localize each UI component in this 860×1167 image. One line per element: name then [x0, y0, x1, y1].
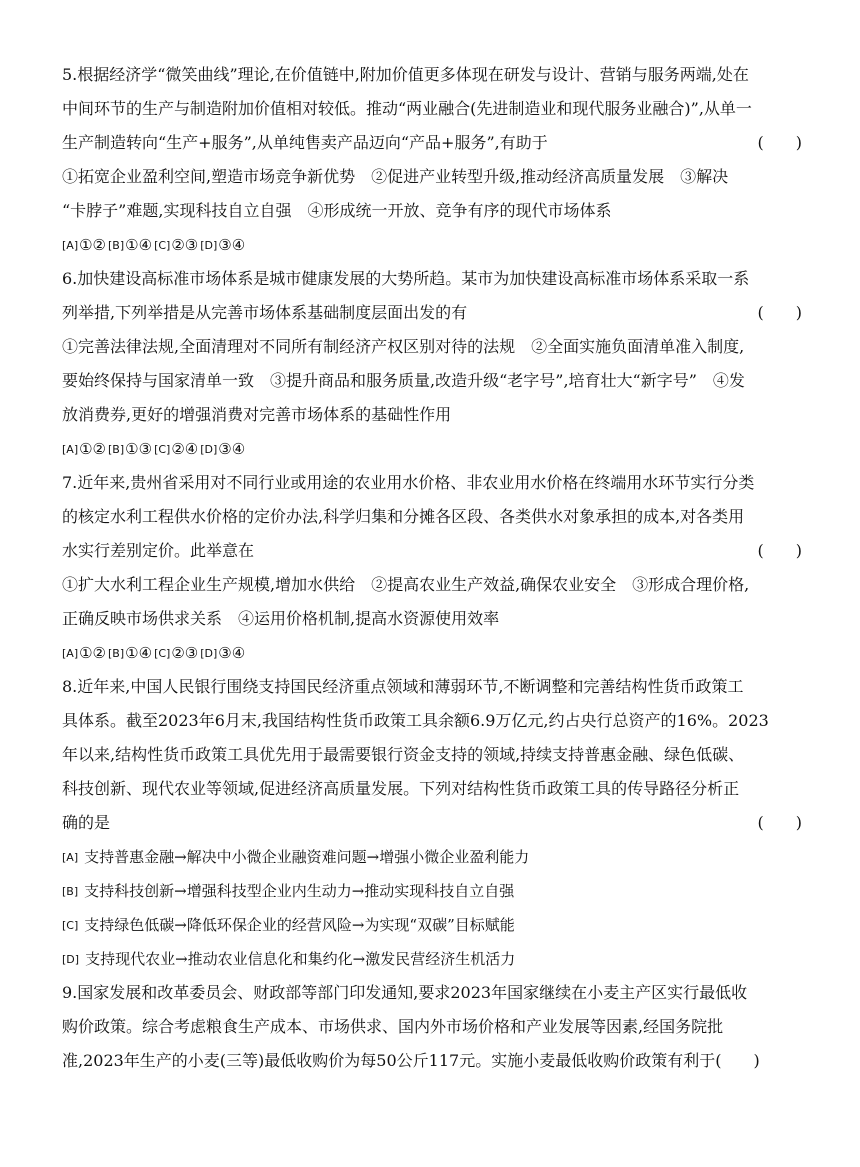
answer-paren: ( )	[757, 303, 802, 322]
question-8	[62, 670, 802, 976]
choice-tag-c[interactable]: [C]	[154, 443, 171, 456]
choice-text-d: ③④	[218, 236, 246, 254]
question-7-stem-line	[62, 534, 802, 568]
question-6-stem-line	[62, 296, 802, 330]
choice-text-b: ①④	[125, 644, 153, 662]
option-tag-a: [A]	[62, 851, 79, 864]
option-tag-c: [C]	[62, 919, 79, 932]
question-5-statement-line: “卡脖子”难题,实现科技自立自强 ④形成统一开放、竞争有序的现代市场体系	[62, 201, 612, 220]
answer-paren: ( )	[757, 813, 802, 832]
question-5-statement-line: ①拓宽企业盈利空间,塑造市场竞争新优势 ②促进产业转型升级,推动经济高质量发展 ③解决	[62, 167, 729, 186]
question-7-stem-line: 7.近年来,贵州省采用对不同行业或用途的农业用水价格、非农业用水价格在终端用水环节实行分类	[62, 473, 755, 492]
question-8-stem-line: 年以来,结构性货币政策工具优先用于最需要银行资金支持的领域,持续支持普惠金融、绿色低碳、	[62, 745, 745, 764]
choice-text-c: ②③	[171, 644, 199, 662]
answer-paren: ( )	[757, 541, 802, 560]
question-8-stem-line: 8.近年来,中国人民银行围绕支持国民经济重点领域和薄弱环节,不断调整和完善结构性货币政策工	[62, 677, 744, 696]
question-9	[62, 976, 802, 1078]
choice-tag-b[interactable]: [B]	[108, 647, 125, 660]
question-6	[62, 262, 802, 466]
question-6-statement-line: 要始终保持与国家清单一致 ③提升商品和服务质量,改造升级“老字号”,培育壮大“新字号” ④发	[62, 371, 745, 390]
option-tag-b: [B]	[62, 885, 79, 898]
question-8-option-b[interactable]	[62, 874, 802, 908]
choice-tag-a[interactable]: [A]	[62, 647, 79, 660]
question-8-option-c[interactable]	[62, 908, 802, 942]
question-6-statement-line: ①完善法律法规,全面清理对不同所有制经济产权区别对待的法规 ②全面实施负面清单准入制度,	[62, 337, 745, 356]
option-text-a: 支持普惠金融→解决中小微企业融资难问题→增强小微企业盈利能力	[84, 848, 530, 866]
choice-tag-d[interactable]: [D]	[200, 239, 218, 252]
question-5-stem-text: 生产制造转向“生产+服务”,从单纯售卖产品迈向“产品+服务”,有助于	[62, 133, 548, 152]
question-5-stem-line: 5.根据经济学“微笑曲线”理论,在价值链中,附加价值更多体现在研发与设计、营销与服务两端,处在	[62, 65, 749, 84]
choice-text-a: ①②	[79, 236, 107, 254]
question-6-stem-text: 列举措,下列举措是从完善市场体系基础制度层面出发的有	[62, 303, 468, 322]
question-5-stem-line: 中间环节的生产与制造附加价值相对较低。推动“两业融合(先进制造业和现代服务业融合)”,从单一	[62, 99, 752, 118]
question-7	[62, 466, 802, 670]
question-7-stem-text: 水实行差别定价。此举意在	[62, 541, 255, 560]
choice-tag-d[interactable]: [D]	[200, 443, 218, 456]
exam-page	[62, 58, 802, 1078]
question-6-stem-line: 6.加快建设高标准市场体系是城市健康发展的大势所趋。某市为加快建设高标准市场体系采取一系	[62, 269, 750, 288]
question-7-statement-line: ①扩大水利工程企业生产规模,增加水供给 ②提高农业生产效益,确保农业安全 ③形成合理价格,	[62, 575, 750, 594]
question-9-stem-text: 准,2023年生产的小麦(三等)最低收购价为每50公斤117元。实施小麦最低收购价政策有利于	[62, 1051, 716, 1070]
question-5-choices	[62, 228, 802, 262]
choice-tag-c[interactable]: [C]	[154, 647, 171, 660]
option-text-c: 支持绿色低碳→降低环保企业的经营风险→为实现“双碳”目标赋能	[84, 916, 515, 934]
answer-paren: ( )	[715, 1051, 760, 1070]
answer-paren: ( )	[757, 133, 802, 152]
question-7-stem-line: 的核定水利工程供水价格的定价办法,科学归集和分摊各区段、各类供水对象承担的成本,对各类用	[62, 507, 745, 526]
question-8-option-a[interactable]	[62, 840, 802, 874]
question-7-choices	[62, 636, 802, 670]
choice-text-d: ③④	[218, 644, 246, 662]
question-9-stem-line: 购价政策。综合考虑粮食生产成本、市场供求、国内外市场价格和产业发展等因素,经国务院批	[62, 1017, 724, 1036]
choice-tag-d[interactable]: [D]	[200, 647, 218, 660]
choice-text-c: ②④	[171, 440, 199, 458]
option-text-b: 支持科技创新→增强科技型企业内生动力→推动实现科技自立自强	[84, 882, 515, 900]
choice-text-a: ①②	[79, 644, 107, 662]
choice-text-d: ③④	[218, 440, 246, 458]
question-5	[62, 58, 802, 262]
question-7-statement-line: 正确反映市场供求关系 ④运用价格机制,提高水资源使用效率	[62, 609, 500, 628]
option-text-d: 支持现代农业→推动农业信息化和集约化→激发民营经济生机活力	[85, 950, 516, 968]
choice-text-b: ①③	[125, 440, 153, 458]
choice-text-a: ①②	[79, 440, 107, 458]
option-tag-d: [D]	[62, 953, 80, 966]
question-9-stem-line	[62, 1044, 802, 1078]
choice-text-c: ②③	[171, 236, 199, 254]
choice-text-b: ①④	[125, 236, 153, 254]
question-9-stem-line: 9.国家发展和改革委员会、财政部等部门印发通知,要求2023年国家继续在小麦主产区实行最低收	[62, 983, 748, 1002]
question-8-stem-line: 具体系。截至2023年6月末,我国结构性货币政策工具余额6.9万亿元,约占央行总资产的16%。2023	[62, 711, 769, 730]
choice-tag-b[interactable]: [B]	[108, 239, 125, 252]
question-6-statement-line: 放消费券,更好的增强消费对完善市场体系的基础性作用	[62, 405, 452, 424]
question-8-option-d[interactable]	[62, 942, 802, 976]
choice-tag-b[interactable]: [B]	[108, 443, 125, 456]
question-5-stem-line	[62, 126, 802, 160]
question-8-stem-text: 确的是	[62, 813, 111, 832]
question-8-stem-line	[62, 806, 802, 840]
choice-tag-a[interactable]: [A]	[62, 443, 79, 456]
choice-tag-c[interactable]: [C]	[154, 239, 171, 252]
question-6-choices	[62, 432, 802, 466]
choice-tag-a[interactable]: [A]	[62, 239, 79, 252]
question-8-stem-line: 科技创新、现代农业等领域,促进经济高质量发展。下列对结构性货币政策工具的传导路径分析正	[62, 779, 740, 798]
